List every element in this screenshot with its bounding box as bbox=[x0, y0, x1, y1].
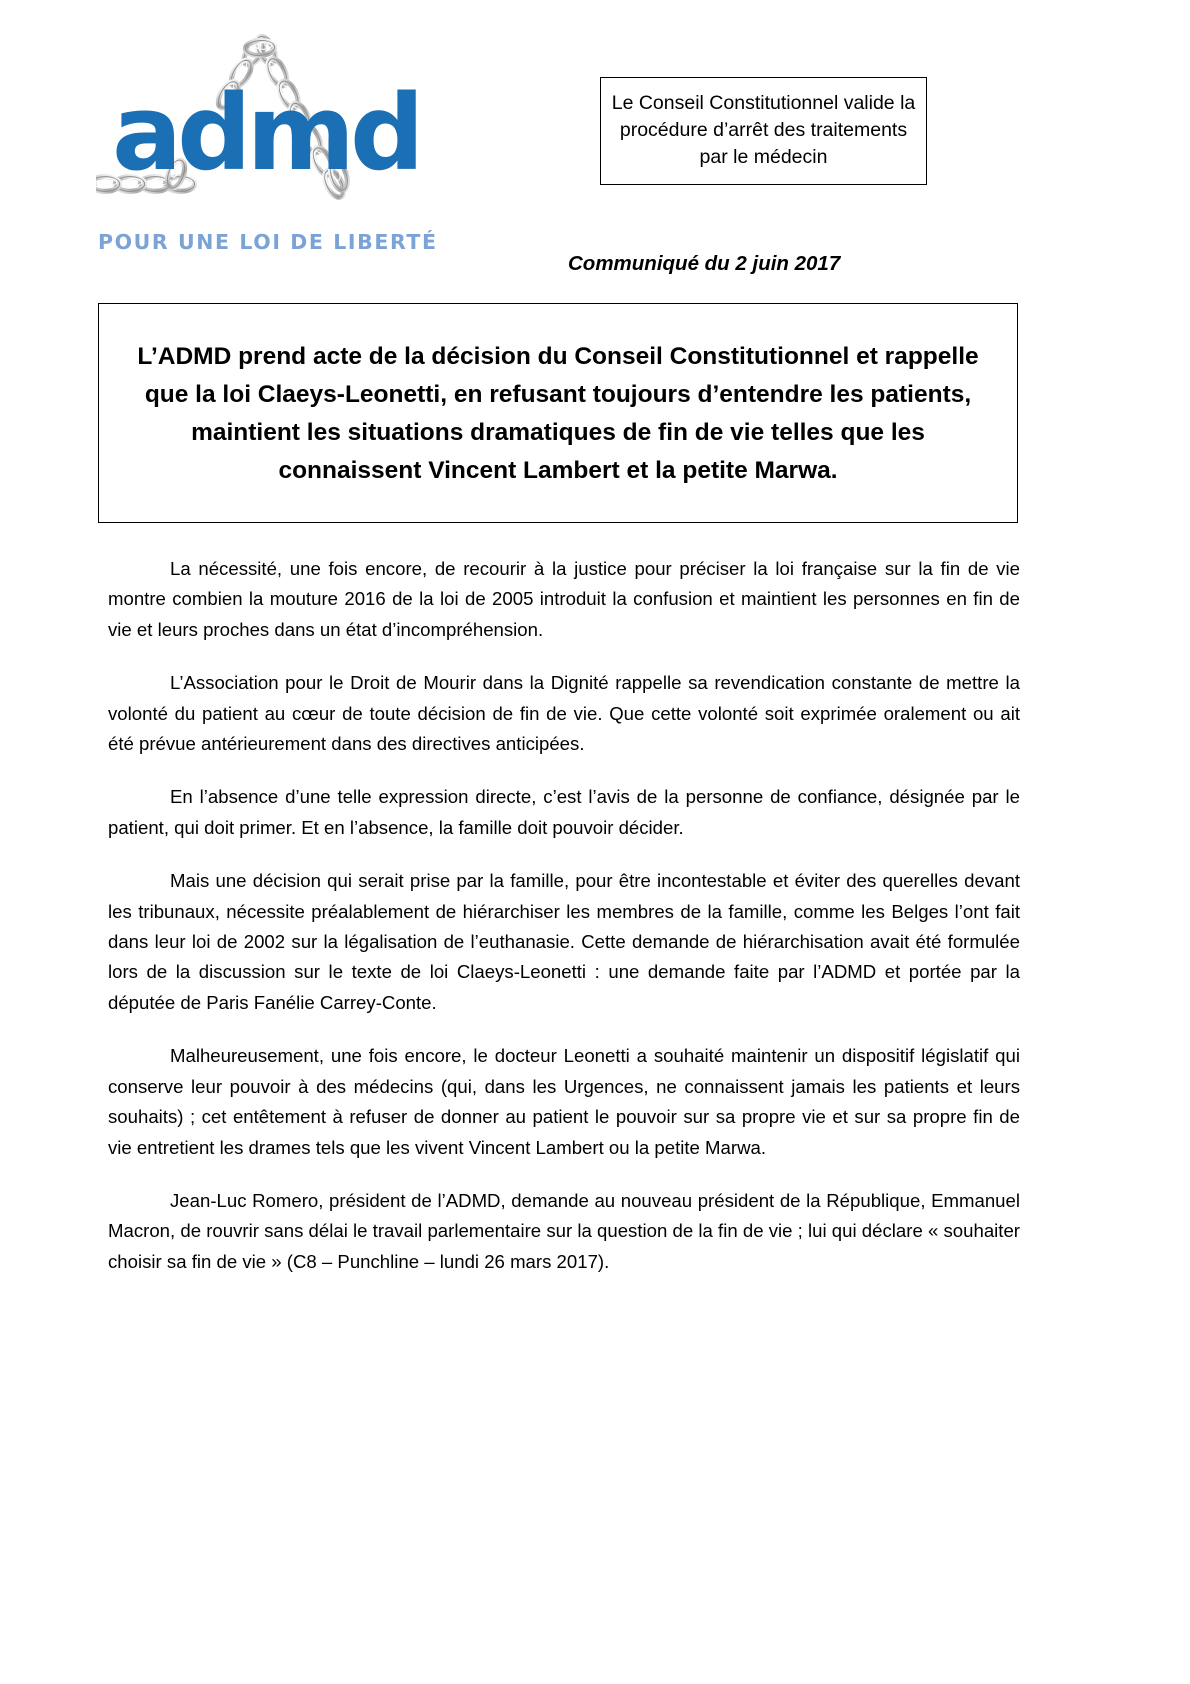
kicker-line-2: procédure d’arrêt des traitements bbox=[619, 119, 908, 141]
body-paragraph: Malheureusement, une fois encore, le docteur Leonetti a souhaité maintenir un dispositif législatif qui conserve leur pouvoir à des médecins (qui, dans les Urgences, ne connaissent jamais les patients et leurs souhaits) ; cet entêtement à refuser de donner au patient le pouvoir sur sa propre vie et sur sa propre fin de vie entretient les drames tels que les vivent Vincent Lambert ou la petite Marwa. bbox=[108, 1045, 1020, 1158]
logo-tagline: POUR UNE LOI DE LIBERTÉ bbox=[98, 230, 438, 254]
logo-artwork bbox=[96, 34, 426, 230]
kicker-line-3: par le médecin bbox=[699, 146, 828, 168]
body-paragraph: Mais une décision qui serait prise par la famille, pour être incontestable et éviter des querelles devant les tribunaux, nécessite préalablement de hiérarchiser les membres de la famille, comme les Belges l’ont fait dans leur loi de 2002 sur la légalisation de l’euthanasie. Cette demande de hiérarchisation avait été formulée lors de la discussion sur le texte de loi Claeys-Leonetti : une demande faite par l’ADMD et portée par la députée de Paris Fanélie Carrey-Conte. bbox=[108, 870, 1020, 1013]
body-copy bbox=[108, 554, 1020, 1277]
kicker-title-box bbox=[600, 77, 927, 185]
body-paragraph: En l’absence d’une telle expression directe, c’est l’avis de la personne de confiance, désignée par le patient, qui doit primer. Et en l’absence, la famille doit pouvoir décider. bbox=[108, 786, 1020, 838]
body-paragraph: L’Association pour le Droit de Mourir dans la Dignité rappelle sa revendication constante de mettre la volonté du patient au cœur de toute décision de fin de vie. Que cette volonté soit exprimée oralement ou ait été prévue antérieurement dans des directives anticipées. bbox=[108, 672, 1020, 755]
body-paragraph: La nécessité, une fois encore, de recourir à la justice pour préciser la loi française sur la fin de vie montre combien la mouture 2016 de la loi de 2005 introduit la confusion et maintient les personnes en fin de vie et leurs proches dans un état d’incompréhension. bbox=[108, 558, 1020, 640]
headline-box bbox=[98, 303, 1018, 523]
admd-logo bbox=[96, 34, 438, 266]
chain-triangle-icon bbox=[96, 34, 426, 230]
kicker-line-1: Le Conseil Constitutionnel valide la bbox=[611, 92, 916, 114]
page-title: L’ADMD prend acte de la décision du Conseil Constitutionnel et rappelle que la loi Claeys-Leonetti, en refusant toujours d’entendre les patients, maintient les situations dramatiques de fin de vie telles que les connaissent Vincent Lambert et la petite Marwa. bbox=[137, 343, 979, 484]
communique-date: Communiqué du 2 juin 2017 bbox=[568, 252, 841, 275]
svg-text:admd: admd bbox=[112, 72, 420, 194]
body-paragraph: Jean-Luc Romero, président de l’ADMD, demande au nouveau président de la République, Emmanuel Macron, de rouvrir sans délai le travail parlementaire sur la question de la fin de vie ; lui qui déclare « souhaiter choisir sa fin de vie » (C8 – Punchline – lundi 26 mars 2017). bbox=[108, 1189, 1020, 1272]
document-header bbox=[0, 0, 1190, 290]
